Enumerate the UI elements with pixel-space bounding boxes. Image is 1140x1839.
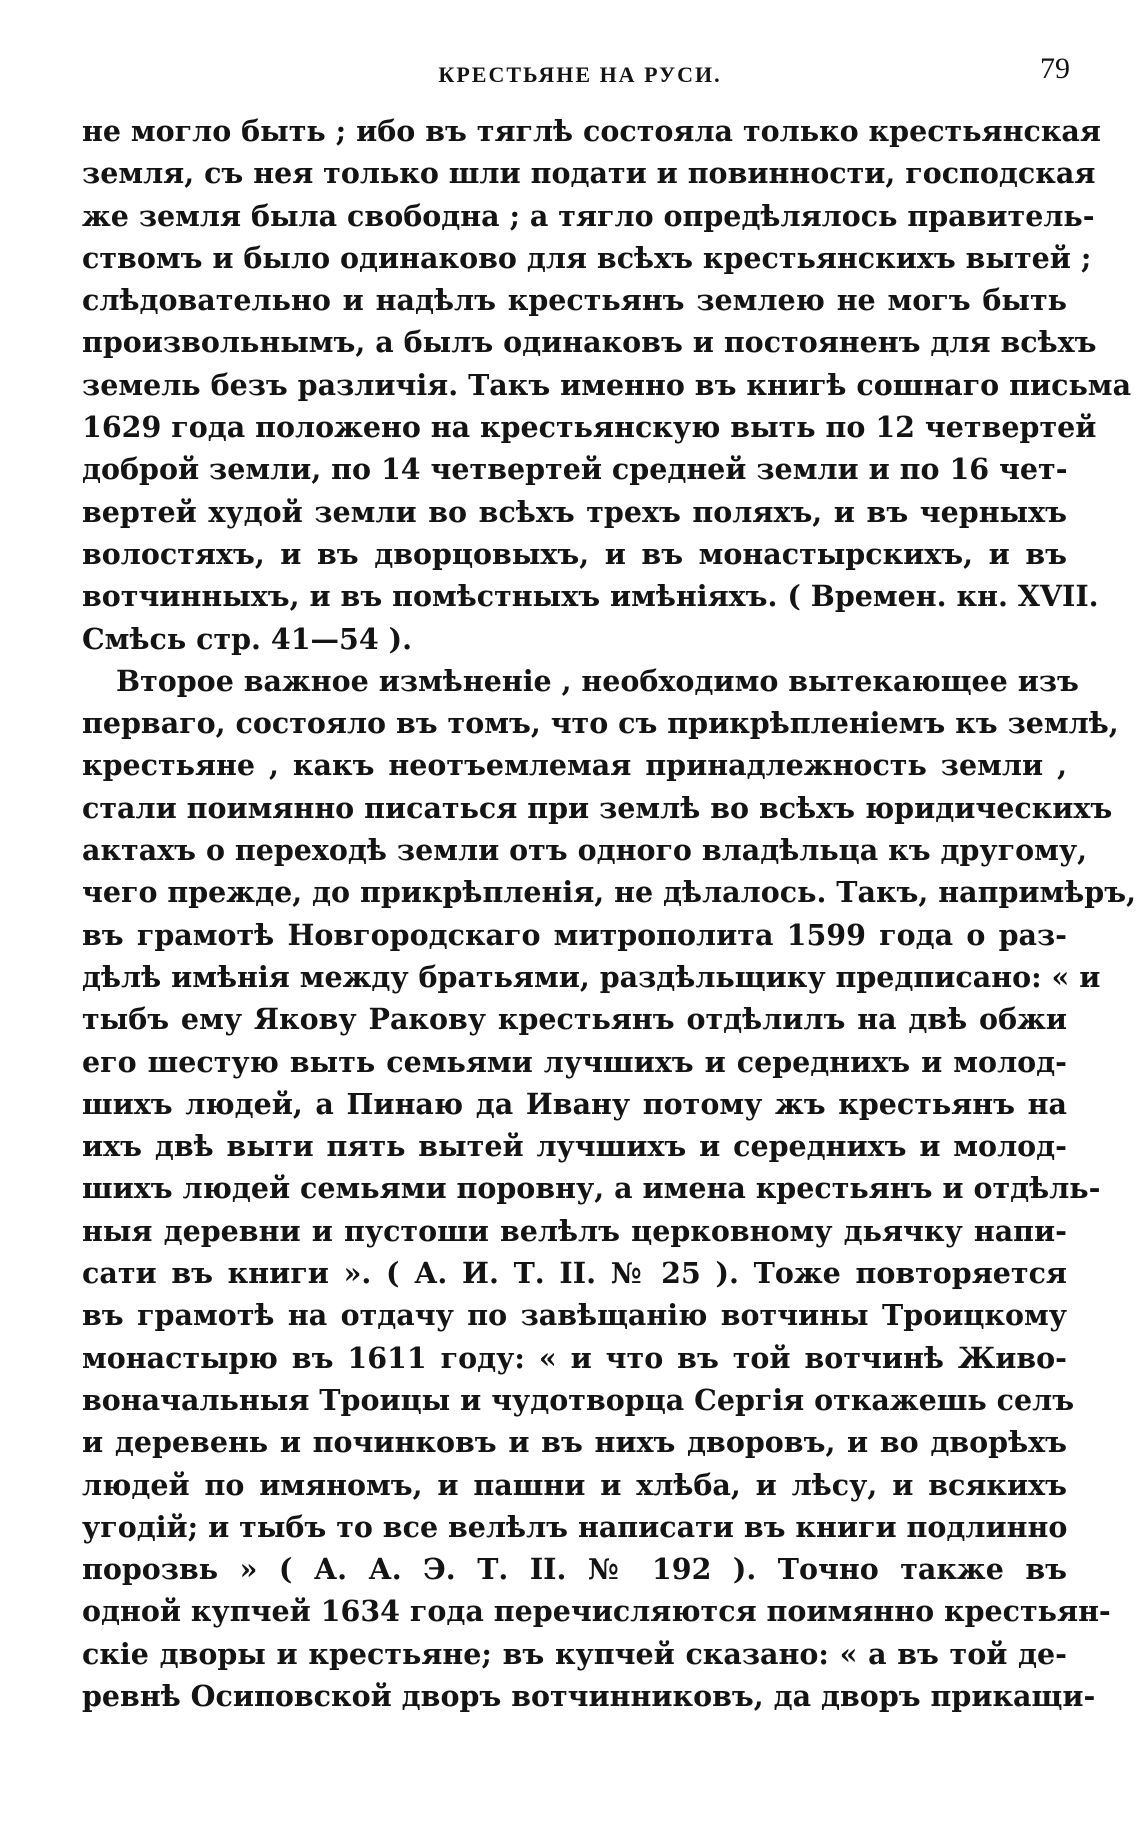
- text-line: слѣдовательно и надѣлъ крестьянъ землею не могъ быть: [82, 283, 1067, 318]
- text-line: людей по имяномъ, и пашни и хлѣба, и лѣсу, и всякихъ: [82, 1467, 1067, 1502]
- text-line: сати въ книги ». ( А. И. Т. II. № 25 ). Тоже повторяется: [82, 1256, 1067, 1291]
- paragraph-end-line: Смѣсь стр. 41—54 ).: [82, 621, 413, 656]
- page-number: 79: [1040, 52, 1070, 85]
- text-line: шихъ людей семьями поровну, а имена крестьянъ и отдѣль-: [82, 1171, 1101, 1206]
- text-line: вотчинныхъ, и въ помѣстныхъ имѣніяхъ. ( Времен. кн. XVII.: [82, 579, 1099, 614]
- text-line: перваго, состояло въ томъ, что съ прикрѣпленіемъ къ землѣ,: [82, 706, 1119, 741]
- text-line: ревнѣ Осиповской дворъ вотчинниковъ, да дворъ прикащи-: [82, 1678, 1096, 1713]
- text-line: монастырю въ 1611 году: « и что въ той вотчинѣ Живо-: [82, 1340, 1067, 1375]
- text-line: тыбъ ему Якову Ракову крестьянъ отдѣлилъ на двѣ обжи: [82, 1002, 1067, 1037]
- text-line: земель безъ различія. Такъ именно въ книгѣ сошнаго письма: [82, 367, 1132, 402]
- text-line: скіе дворы и крестьяне; въ купчей сказано: « а въ той де-: [82, 1636, 1067, 1671]
- text-line: и деревень и починковъ и въ нихъ дворовъ, и во дворѣхъ: [82, 1425, 1067, 1460]
- text-line: въ грамотѣ на отдачу по завѣщанію вотчины Троицкому: [82, 1298, 1067, 1333]
- running-title: КРЕСТЬЯНЕ НА РУСИ.: [438, 62, 722, 87]
- text-line: 1629 года положено на крестьянскую выть по 12 четвертей: [82, 410, 1097, 445]
- text-line: воначальныя Троицы и чудотворца Сергія откажешь селъ: [82, 1382, 1075, 1417]
- page-header: [80, 52, 1080, 102]
- text-line: вертей худой земли во всѣхъ трехъ поляхъ, и въ черныхъ: [82, 494, 1067, 529]
- text-line: угодій; и тыбъ то все велѣлъ написати въ книги подлинно: [82, 1509, 1068, 1544]
- text-line: не могло быть ; ибо въ тяглѣ состояла только крестьянская: [82, 114, 1101, 148]
- text-line: ствомъ и было одинаково для всѣхъ крестьянскихъ вытей ;: [82, 240, 1092, 275]
- text-line: волостяхъ, и въ дворцовыхъ, и въ монастырскихъ, и въ: [82, 536, 1067, 571]
- text-line: же земля была свободна ; а тягло опредѣлялось правитель-: [82, 198, 1095, 233]
- text-line: стали поимянно писаться при землѣ во всѣхъ юридическихъ: [82, 790, 1113, 825]
- text-line: ныя деревни и пустоши велѣлъ церковному дьячку напи-: [82, 1213, 1067, 1248]
- paragraph-start-line: Второе важное измѣненіе , необходимо вытекающее изъ: [116, 663, 1079, 698]
- text-line: крестьяне , какъ неотъемлемая принадлежность земли ,: [82, 748, 1067, 783]
- text-line: доброй земли, по 14 четвертей средней земли и по 16 чет-: [82, 452, 1068, 487]
- text-line: земля, съ нея только шли подати и повинности, господская: [82, 156, 1096, 191]
- text-line: чего прежде, до прикрѣпленія, не дѣлалось. Такъ, напримѣръ,: [82, 875, 1137, 910]
- text-line: произвольнымъ, а былъ одинаковъ и постояненъ для всѣхъ: [82, 325, 1097, 360]
- text-line: порозвь » ( А. А. Э. Т. II. № 192 ). Точно также въ: [82, 1552, 1067, 1587]
- text-line: въ грамотѣ Новгородскаго митрополита 1599 года о раз-: [82, 917, 1067, 952]
- text-line: шихъ людей, а Пинаю да Ивану потому жъ крестьянъ на: [82, 1086, 1067, 1121]
- text-line: актахъ о переходѣ земли отъ одного владѣльца къ другому,: [82, 833, 1088, 868]
- body-text: [82, 110, 1137, 1717]
- text-line: одной купчей 1634 года перечисляются поимянно крестьян-: [82, 1594, 1111, 1629]
- text-line: ихъ двѣ выти пять вытей лучшихъ и середнихъ и молод-: [82, 1129, 1067, 1164]
- text-line: дѣлѣ имѣнія между братьями, раздѣльщику предписано: « и: [82, 959, 1101, 994]
- text-line: его шестую выть семьями лучшихъ и середнихъ и молод-: [82, 1044, 1067, 1079]
